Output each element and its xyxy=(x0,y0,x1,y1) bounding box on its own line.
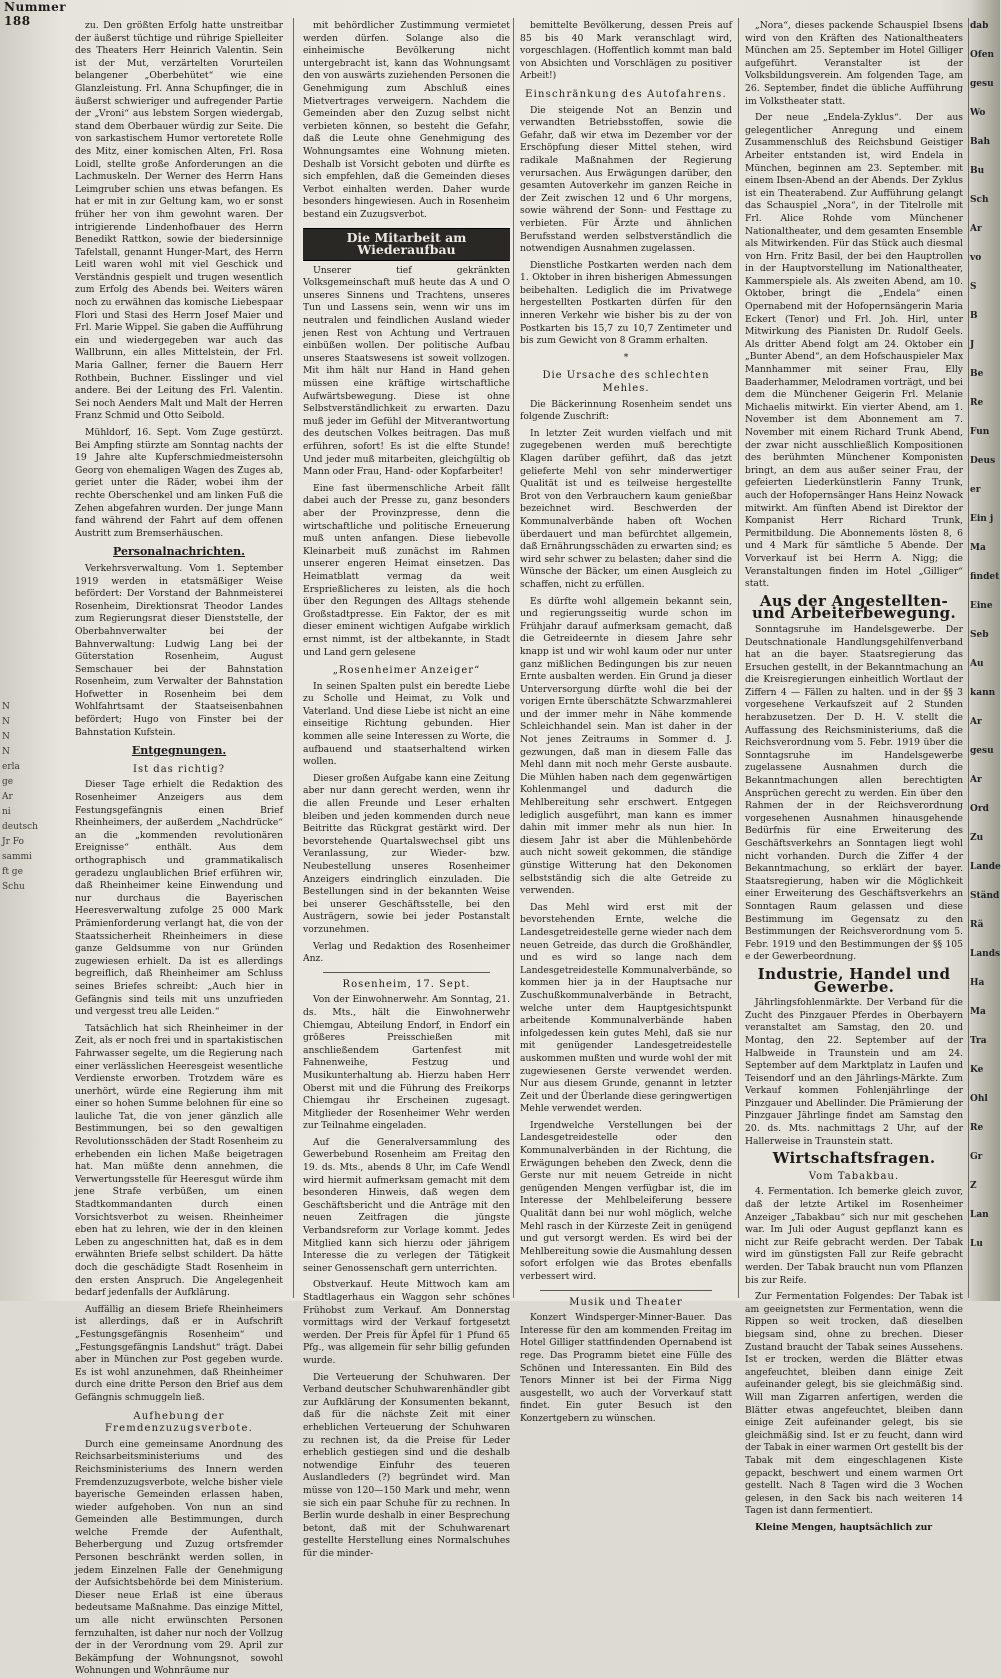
zuzug-continued: mit behördlicher Zustimmung vermietet werden dürfen. Solange also die einheimische Bevölkerung nicht untergebracht ist, kann das Wohnungsamt den von auswärts zuziehenden Personen die Genehmigung zum Abschluß eines Mietvertrages verweigern. Nachdem die Gemeinden aber den Zuzug selbst nicht verbieten können, so besteht die Gefahr, daß die Leute ohne Genehmigung des Wohnungsamtes eine Wohnung mieten. Deshalb ist Vorsicht geboten und dürfte es sich empfehlen, daß die Gemeinden dieses Verbot einhalten werden. Daher wurde besonders hingewiesen. Auch in Rosenheim bestand ein Zuzugsverbot. xyxy=(303,20,510,220)
local-news: Auf die Generalversammlung des Gewerbebund Rosenheim am Freitag den 19. ds. Mts., abends 8 Uhr, im Cafe Wendl wird hiermit aufmerksam gemacht mit dem besonderen Hinweis, daß wegen dem Geschäftsbericht und die Anträge mit den neuen Zeitfragen die jüngste Verbandsreform zur Vorlage kommt. Jedes Mitglied kann sich hierzu oder jährigem Interesse die zu verlegen der Tätigkeit seiner Genossenschaft gern unterrichten. xyxy=(303,1136,510,1274)
margin-fragment: sammi xyxy=(2,852,32,862)
adjacent-page-fragment: Eine xyxy=(970,601,993,611)
aufbau-paragraph: Eine fast übermenschliche Arbeit fällt dabei auch der Presse zu, ganz besonders aber der Provinzpresse, denn die wirtschaftliche und politische Erneuerung muß unten anfangen. Diese liebevolle Kleinarbeit muß zunächst im Rahmen unserer engeren Heimat einsetzen. Das Heimatblatt vermag da weit Ersprießlicheres zu leisten, als die hoch über den Regungen des Alltags stehende Großstadtpresse. Ein Faktor, der es mit dieser eminent wichtigen Aufgabe wirklich ernst nimmt, ist der altbekannte, in Stadt und Land gern gelesene xyxy=(303,482,510,658)
margin-fragment: N xyxy=(2,747,10,757)
margin-fragment: N xyxy=(2,702,10,712)
local-news: Von der Einwohnerwehr. Am Sonntag, 21. ds. Mts., hält die Einwohnerwehr Chiemgau, Abteilung Endorf, in Endorf ein größeres Preisschießen mit anschließendem Gartenfest mit Fahnenweihe, Festzug und Musikunterhaltung ab. Hierzu haben Herr Oberst mit und die Führung des Freikorps Chiemgau ihr Erscheinen zugesagt. Mitglieder der Rosenheimer Wehr werden zur Teilnahme eingeladen. xyxy=(303,994,510,1132)
section-heading-industry: Industrie, Handel und Gewerbe. xyxy=(757,964,951,996)
separator xyxy=(323,972,490,973)
adjacent-page-fragment: Lands xyxy=(970,949,1001,959)
adjacent-page-fragment: Ohl xyxy=(970,1094,988,1104)
margin-fragment: deutsch xyxy=(2,822,38,832)
left-margin xyxy=(0,0,72,1301)
article-heading-mehl: Die Ursache des schlechten Mehles. xyxy=(542,370,710,395)
aufbau-paragraph: In seinen Spalten pulst ein beredte Liebe zu Scholle und Heimat, zu Volk und Vaterland. Und diese Liebe ist nicht an eine einseitige Richtung gebunden. Hier kommen alle seine Interessen zu Worte, die aufbauend und staatserhaltend wirken wollen. xyxy=(303,680,510,768)
column-rule xyxy=(738,18,739,1298)
auto-paragraph: Die steigende Not an Benzin und verwandten Betriebsstoffen, sowie die Gefahr, daß wir etwa im Dezember vor der Erschöpfung dieser Mittel stehen, wird radikale Maßnahmen der Regierung verursachen. Aus Erwägungen darüber, den gesamten Autoverkehr im ganzen Reiche in der Zeit zwischen 12 und 6 Uhr morgens, sowie während der Sonn- und Festtage zu verbieten. Für Ärzte und ähnlichen Berufsstand werden selbstverständlich die notwendigen Ausnahmen zugelassen. xyxy=(520,104,732,255)
adjacent-page-fragment: Ar xyxy=(970,717,982,727)
adjacent-page-fragment: B xyxy=(970,311,978,321)
margin-fragment: Jr Fo xyxy=(2,837,24,847)
reply-paragraph: Tatsächlich hat sich Rheinheimer in der Zeit, als er noch frei und in spartakistischen Fahrwasser segelte, um die Regierung nach einer verlässlichen Heeresgeist wesentliche Verdienste erworben. Trotzdem wäre es unerhört, würde eine Regierung ihm mit einer so hohen Summe belohnen für eine so lauliche Tat, die von jener gänzlich alle Bestimmungen, bei so den gewaltigen Revolutionsschäden der Stadt Rosenheim zu erhebenden ein lichen Maße beigetragen hat. Man müßte denn annehmen, die Verwertungsstelle für Heeresgut würde ihm jene Strafe verbüßen, um einen Stadtkommandanten durch einen Vorsichtsverbot zu weisen. Rheinheimer eben hat zu lehren, wie der in den kleinen Leben zu angeschnitten hat, daß es in dem erwähnten Briefe selbst schildert. Da hätte doch die geschädigte Stadt Rosenheim in den ersten Anspruch. Die Angelegenheit bedarf jedenfalls der Aufklärung. xyxy=(75,1022,283,1299)
adjacent-page-fragment: Ha xyxy=(970,978,985,988)
article-heading-auto: Einschränkung des Autofahrens. xyxy=(525,88,727,100)
adjacent-page-fragment: gesu xyxy=(970,746,994,756)
tabak-paragraph: 4. Fermentation. Ich bemerke gleich zuvor, daß der letzte Artikel im Rosenheimer Anzeiger „Tabakbau“ sich nur mit geschehen war. Im Juli oder August gepflanzt kann es nicht zur Reife gebracht werden. Der Tabak wird im günstigsten Fall zur Reife gebracht werden. Der Tabak braucht nun vom Pflanzen bis zur Reife. xyxy=(745,1186,963,1286)
adjacent-page-fragment: dab xyxy=(970,21,989,31)
column-rule xyxy=(968,18,969,1298)
margin-fragment: ni xyxy=(2,807,11,817)
tabak-paragraph: Kleine Mengen, hauptsächlich zur xyxy=(755,1521,933,1533)
page-number: Nummer 188 xyxy=(4,0,67,28)
adjacent-page-fragment: er xyxy=(970,485,981,495)
adjacent-page-fragment: J xyxy=(970,340,975,350)
adjacent-page-fragment: Ar xyxy=(970,224,982,234)
section-heading-personal: Personalnachrichten. xyxy=(113,545,245,559)
adjacent-page-fragment: vo xyxy=(970,253,982,263)
margin-fragment: erla xyxy=(2,762,20,772)
column-3 xyxy=(520,20,732,1424)
adjacent-page-fragment: Ein j xyxy=(970,514,994,524)
mehl-paragraph: Es dürfte wohl allgemein bekannt sein, und regierungsseitig wurde schon im Frühjahr darauf aufmerksam gemacht, daß die Getreideernte in diesem Jahre sehr knapp ist und wir wohl kaum oder nur unter ganz mißlichen Bedingungen bis zur neuen Ernte ausbalten werden. Ein Grund ja dieser Unterversorgung dürfte wohl die bei der vorigen Ernte überschätzte Schwarzmahlerei und der immer mehr in Nähe kommende Schleichhandel sein. Man ist daher in der Not jenes Zeitraums in Sommer d. J. gezwungen, daß man in diesem Falle das Mehl dann mit noch mehr Gerste ausbaute. Die Mühlen haben nach dem gegenwärtigen Kohlenmangel und dadurch die Mehlbereitung sehr erschwert. Entgegen lediglich ausgeführt, man kann es immer dahin mit immer mehr als nun hier. In diesem Jahr ist aber die Mühlenbehörde auch nicht soweit gekommen, die ständige günstige Witterung hat den Dekonomen selbstständig sich die alte Getreide zu verwenden. xyxy=(520,595,732,897)
mehl-paragraph: In letzter Zeit wurden vielfach und mit zugegebenen werden muß berechtigte Klagen darüber geführt, daß das jetzt gelieferte Mehl von sehr minderwertiger Qualität ist und es teilweise hergestellte Brot von den Verbrauchern kaum genießbar bezeichnet wird. Beschwerden der Kommunalverbände haben oft Wochen überdauert und man befürchtet allgemein, daß Ernährungsschäden zu erwarten sind; es wird sehr schwer zu belasten; daher sind die Wünsche der Bäcker, um einen Ausgleich zu schaffen, nicht zu erfüllen. xyxy=(520,427,732,590)
zuzug-paragraph: Durch eine gemeinsame Anordnung des Reichsarbeitsministeriums und des Reichsministeriums des Innern werden Fremdenzuzugsverbote, welche bisher viele bayerische Gemeinden erlassen haben, wieder aufgehoben. Von nun an sind Gemeinden alle Bestimmungen, durch welche Fremde der Aufenthalt, Beherbergung und Zuzug ortsfremder Personen beschränkt werden sollen, in jedem Einzelnen Falle der Genehmigung der Aufsichtsbehörde bei dem Ministerium. Dieser neue Erlaß ist eine überaus bedeutsame Maßnahme. Das einzige Mittel, um alle nicht erwünschten Personen fernzuhalten, ist daher nur noch der Vollzug der in der Verordnung vom 29. April zur Bekämpfung der Wohnungsnot, sowohl Wohnungen und Wohnräume nur xyxy=(75,1438,283,1677)
article-subtitle: Ist das richtig? xyxy=(133,763,225,775)
adjacent-page-fragment: Sch xyxy=(970,195,989,205)
adjacent-page-fragment: Ma xyxy=(970,543,986,553)
column-rule xyxy=(513,18,514,1298)
local-news: Obstverkauf. Heute Mittwoch kam am Stadtlagerhaus ein Waggon sehr schönes Frühobst zum Verkauf. Am Donnerstag vormittags wird der Verkauf fortgesetzt werden. Der Preis für Äpfel für 1 Pfund 65 Pfg., was allgemein für sehr billig gefunden wurde. xyxy=(303,1279,510,1366)
adjacent-page-fragment: Au xyxy=(970,659,984,669)
adjacent-page-fragment: Bu xyxy=(970,166,985,176)
adjacent-page-fragment: findet xyxy=(970,572,1000,582)
theater-nora: „Nora“, dieses packende Schauspiel Ibsens wird von den Kräften des Nationaltheaters München am 25. September im Hotel Gilliger aufgeführt. Veranstalter ist der Volksbildungsverein. Am folgenden Tage, am 26. September, findet die übliche Aufführung im Volkstheater statt. xyxy=(745,20,963,107)
adjacent-page-fragment: Re xyxy=(970,1123,984,1133)
adjacent-page-fragment: Seb xyxy=(970,630,989,640)
margin-fragment: N xyxy=(2,732,10,742)
adjacent-page-fragment: Lan xyxy=(970,1210,989,1220)
adjacent-page-fragment: Rä xyxy=(970,920,984,930)
column-2 xyxy=(303,20,510,1559)
tabak-paragraph: Zur Fermentation Folgendes: Der Tabak ist am geeignetsten zur Fermentation, wenn die Rippen so weit trocken, daß dieselben biegsam sind, ohne zu brechen. Dieser Zustand braucht der Tabak seines Aussehens. Ist er trocken, werden die Blätter etwas angefeuchtet, bleiben dann einige Zeit aufeinander gelegt, bis sie gleichmäßig sind. Will man Zigarren anfertigen, werden die Blätter etwas angefeuchtet, bleiben dann einige Zeit aufeinander gelegt, bis sie gleichmäßig sind. Ist er zu feucht, dann wird der Tabak in einer warmen Ort gestellt bis der Tabak mit dem eingeschlagenen Kiste gepackt, beschwert und einem warmen Ort gestellt. Nach 8 Tagen wird die 3 Wochen gelesen, in den Sack bis nach weiteren 14 Tagen ist dann fermentiert. xyxy=(745,1291,963,1517)
adjacent-page-fragment: Ma xyxy=(970,1007,986,1017)
aufbau-paragraph: Dieser großen Aufgabe kann eine Zeitung aber nur dann gerecht werden, wenn ihr die allen Freunde und Leser erhalten bleiben und jeden kommenden durch neue Beitritte das Rückgrat gestärkt wird. Der bevorstehende Quartalswechsel gibt uns Veranlassung, zur Wieder- bzw. Neubestellung unseres Rosenheimer Anzeigers eindringlich einzuladen. Die Bestellungen sind in der bekannten Weise bei unserer Geschäftsstelle, bei den Austrägern, sowie bei jeder Postanstalt vorzunehmen. xyxy=(303,772,510,935)
workers-paragraph: Sonntagsruhe im Handelsgewerbe. Der Deutschnationale Handlungsgehilfenverband hat an die bayer. Staatsregierung das Ersuchen gestellt, in der Bekanntmachung an die Kreisregierungen einheitlich Wortlaut der Ziffern 4 — Fällen zu halten. und in der §§ 3 vorgesehene Verkaufszeit auf 2 Stunden herabzusetzen. Der D. H. V. stellt die Auffassung des Reichsministeriums, daß die Reichsverordnung vom 5. Febr. 1919 über die Sonntagsruhe im Handelsgewerbe zugelassene Ausnahmen durch die Bekanntmachungen allen berechtigten Ansprüchen gerecht zu werden. Ein über den Rahmen der in der Reichsverordnung vorgesehenen Ausnahmen hinausgehende Bedürfnis für eine Erweiterung des Geschäftsverkehrs an Sonntagen liegt wohl nicht vorhanden. Durch die Ziffer 4 der Bekanntmachung, so erklärt der bayer. Staatsregierung, haben wir die Möglichkeit einer Erweiterung des Geschäftsverkehrs an Sonntagen Raum gelassen und diese Bestimmung im Gegensatz zu den Bestimmungen der Reichsverordnung vom 5. Febr. 1919 und den Bestimmungen der §§ 105 e der Gewerbeordnung. xyxy=(745,623,963,963)
adjacent-page-fragment: Zu xyxy=(970,833,984,843)
star-separator: * xyxy=(623,351,629,363)
adjacent-page-fragment: Tra xyxy=(970,1036,987,1046)
aufbau-paragraph: Unserer tief gekränkten Volksgemeinschaft muß heute das A und O unseres Sinnens und Trachtens, unseres Tun und Lassens sein, wenn wir uns im neutralen und feindlichen Ausland wieder jenen Rest von Achtung und Vertrauen einbüßen wollen. Der politische Aufbau unseres Staatswesens ist soweit vollzogen. Mit ihm hält nur Hand in Hand gehen müssen eine kräftige wirtschaftliche Aufwärtsbewegung. Diese ist ohne Selbstverständlichkeit zu erwarten. Dazu muß jeder im Gefühl der Mitverantwortung des deutschen Volkes beitragen. Das muß erführen, sofort! Es ist die elfte Stunde! Und jeder muß mitarbeiten, gleichgültig ob Mann oder Frau, Hand- oder Kopfarbeiter! xyxy=(303,264,510,478)
dateline: Rosenheim, 17. Sept. xyxy=(342,978,471,990)
shoe-continued: bemittelte Bevölkerung, dessen Preis auf 85 bis 40 Mark veranschlagt wird, vorgeschlagen. (Hoffentlich kommt man bald von Absichten und Vorschlägen zu positiver Arbeit!) xyxy=(520,20,732,82)
margin-fragment: ft ge xyxy=(2,867,23,877)
mehl-paragraph: Irgendwelche Verstellungen bei der Landesgetreidestelle oder den Kommunalverbänden in der Richtung, die Erwägungen beheben den Zweck, denn die Gerste nur mit neuem Getreide in nicht genügenden Mengen verfügbar ist, die im Interesse der Mehlbeleiferung bessere Qualität dann bei nur wohl möglich, welche Mehl rasch in der Kürzeste Zeit in genügend und gut versorgt werden. Es wird bei der Mehlbereitung sowie die Ausmahlung dessen sofort erfolgen wie das Brotes ebenfalls verbessert wird. xyxy=(520,1119,732,1282)
section-heading-replies: Entgegnungen. xyxy=(131,744,227,758)
section-heading-economy: Wirtschaftsfragen. xyxy=(772,1149,936,1168)
adjacent-page-fragment: Be xyxy=(970,369,984,379)
adjacent-page-fragment: Bah xyxy=(970,137,990,147)
article-heading-zuzug: Aufhebung der Fremdenzuzugsverbote. xyxy=(105,1410,253,1435)
column-1 xyxy=(75,20,283,1677)
section-heading-workers: Aus der Angestellten- und Arbeiterbewegung. xyxy=(752,591,956,623)
margin-fragment: ge xyxy=(2,777,14,787)
theater-review: zu. Den größten Erfolg hatte unstreitbar der äußerst tüchtige und rührige Spielleiter des Theaters Herr Heinrich Valentin. Sein ist der Mut, verzärtelten Vorurteilen belangener „Oberbehütet“ wie eine Glanzleistung. Frl. Anna Schupfinger, die in äußerst schwieriger und aufregender Partie der „Vroni“ aus lebstem Sorgen wiedergab, stand dem Oberbauer würdig zur Seite. Die von sarkastischem Humor vertoretete Rolle des Mitz, einer komischen Alten, Frl. Rosa Loidl, stellte große Anforderungen an die Lachmuskeln. Der Werner des Herrn Hans Leimgruber schien uns etwas befangen. Es hat er mit in zur Geltung kam, wo er sonst früher her von ihm gewohnt waren. Der intrigierende Lindenhofbauer des Herrn Benedikt Rattkon, sowie der biedersinnige Tafelstall, genannt Hunger-Mart, des Herrn Leitl waren wohl mit viel Geschick und Verständnis gespielt und trugen wesentlich zum Erfolg des Abends bei. Weiters wären noch zu erwähnen das komische Liebespaar Flori und Stasi des Herrn Josef Maier und Frl. Marie Wippel. Sie gaben die Aufführung ein und wiedergegeben war auch das Wallbrunn, ein alles Mittelstein, der Frl. Maria Gallner, ferner die Bauern Herr Rothbein, Buchner. Eisslinger und viel andere. Bei der Leitung des Frl. Valentin. Sei noch Aenders Malt und Malt der Herren Franz Schmid und Otto Seibold. xyxy=(75,20,283,422)
adjacent-page-fragment: kann xyxy=(970,688,996,698)
adjacent-page-fragment: Lande xyxy=(970,862,1001,872)
column-4 xyxy=(745,20,963,1533)
adjacent-page-fragment: S xyxy=(970,282,977,292)
endela-cycle: Der neue „Endela-Zyklus“. Der aus gelegentlicher Anregung und einem Zusammenschluß des Reichsbund Geistiger Arbeiter entstanden ist, wird Endela in München, beginnen am 23. September. mit einem Ibsen-Abend an der Abends. Der Zyklus ist ein Theaterabend. Zur Aufführung gelangt das Schauspiel „Nora“, in der Titelrolle mit Frl. Alice Rohde vom Münchener Nationaltheater, und dem gesamten Ensemble als Mitwirkenden. Für das Stück auch diesmal von Hrn. Fritz Basil, der bei den Hauptrollen in der Hauptvorstellung im Nationaltheater, Kammerspiele als. Als zweiten Abend, am 10. Oktober, bringt die „Endela“ einen Opernabend mit der Hofopernsängerin Maria Eckert (Tenor) und Frl. Joh. Hirl, unter Mitwirkung des Pianisten Dr. Rudolf Geels. Als dritter Abend folgt am 24. Oktober ein „Bunter Abend“, an dem Hofschauspieler Max Mannhammer mit seiner Frau, Elly Baaderhammer, Melodramen vorträgt, und bei dem die Münchener Geigerin Frl. Melanie Michaelis mitwirkt. Ein vierter Abend, am 1. November ist dem Abonnement am 7. November mit einem Richard Trunk Abend, der zwar nicht ausschließlich Kompositionen des berühmten Münchener Komponisten bringt, an dem aus außer seiner Frau, der gefeierten Liederkünstlerin Fanny Trunk, auch der Hofopernsänger Hans Heinz Nowack mitwirkt. Am fünften Abend ist Direktor der Kompanist Herr Richard Trunk, Permitbildung. Die Abonnements lösten 8, 6 und 4 Mark für sämtliche 5 Abende. Der Vorverkauf ist bei Herrn A. Nigg; die Veranstaltungen finden im Hotel „Gilliger“ statt. xyxy=(745,112,963,590)
margin-fragment: Schu xyxy=(2,882,25,892)
adjacent-page-fragment: Ar xyxy=(970,775,982,785)
concert-paragraph: Konzert Windsperger-Minner-Bauer. Das Interesse für den am kommenden Freitag im Hotel Gilliger stattfindenden Opernabend ist rege. Das Programm bietet eine Fülle des Schönen und Interessanten. Ein Bild des Tenors Minner ist bei der Firma Nigg ausgestellt, wo auch der Vorverkauf statt findet. Ein guter Besuch ist den Konzertgebern zu wünschen. xyxy=(520,1312,732,1424)
industry-paragraph: Jährlingsfohlenmärkte. Der Verband für die Zucht des Pinzgauer Pferdes in Oberbayern veranstaltet am Samstag, den 20. und Montag, den 22. September auf der Halbweide in Traunstein und am 24. September auf dem Marktplatz in Laufen und Teisendorf und an den Jährlings-Märkte. Zum Verkauf kommen Fohlenjährlinge der Pinzgauer und Abellinder. Die Prämierung der Pinzgauer Jährlinge findet am Samstag den 20. ds. Mts. nachmittags 2 Uhr, auf der Hallerweise in Traunstein statt. xyxy=(745,997,963,1147)
right-margin-ads xyxy=(970,0,1000,1301)
muehldorf-news: Mühldorf, 16. Sept. Vom Zuge gestürzt. Bei Ampfing stürzte am Sonntag nachts der 19 Jahre alte Kupferschmiedmeistersohn Georg von ehemaligen Wagen des Zuges ab, geriet unter die Räder, wobei ihm der rechte Oberschenkel und am linken Fuß die Zehen abgefahren wurden. Der junge Mann fand während der Fahrt auf dem offenen Austritt zum Bremserhäuschen. xyxy=(75,427,283,539)
publisher-signature: Verlag und Redaktion des Rosenheimer Anz. xyxy=(303,940,510,965)
postcard-paragraph: Dienstliche Postkarten werden nach dem 1. Oktober in ihren bisherigen Abmessungen beibehalten. Lediglich die im Privatwege hergestellten Postkarten dürfen für den inneren Verkehr wie bisher bis zu der von Postkarten bis 15,7 zu 10,7 Zentimeter und bis zum Gewicht von 8 Gramm erhalten. xyxy=(520,259,732,347)
adjacent-page-fragment: Ständ xyxy=(970,891,1000,901)
section-heading-music: Musik und Theater xyxy=(569,1296,683,1308)
column-rule xyxy=(293,18,294,1298)
adjacent-page-fragment: Wo xyxy=(970,108,986,118)
mehl-paragraph: Das Mehl wird erst mit der bevorstehenden Ernte, welche die Landesgetreidestelle gerne wieder nach dem neuen Getreide, das durch die Großhändler, und es wird so lange nach dem Landesgetreidestelle Kommunalverbände, so kommen hier ja in der Hauptsache nur Zuschußkommunalverbände in Betracht, welche unter dem Hauptgesichtspunkt arbeitende Kommunalverbände haben infolgedessen kein gutes Mehl, daß sie nur mit genügender Landesgetreidestelle auskommen mußten und wurde wohl der mit zugewiesenen Gerste verwendet werden. Nur aus diesem Grunde, genannt in letzter Zeit und der Überlande diese geringwertigen Mehle verwendet werden. xyxy=(520,901,732,1115)
margin-fragment: Ar xyxy=(2,792,13,802)
adjacent-page-fragment: Deus xyxy=(970,456,996,466)
adjacent-page-fragment: Ke xyxy=(970,1065,984,1075)
article-heading-tabak: Vom Tabakbau. xyxy=(808,1170,900,1182)
adjacent-page-fragment: Lu xyxy=(970,1239,983,1249)
personnel-news: Verkehrsverwaltung. Vom 1. September 1919 werden in etatsmäßiger Weise befördert: Der Vorstand der Bahnmeisterei Rosenheim, Direktionsrat Theodor Landes zum Regierungsrat dieser Dienststelle, der Oberbahnverwalter bei der Bahnverwaltung: Ludwig Lang bei der Güterstation Rosenheim, August Semschauer bei der Bahnstation Rosenheim, zum Verwalter der Bahnstation Hofwetter in Rosenheim bei dem Wohlfahrtsamt der Staatseisenbahnen befördert; Hugo von Finster bei der Bahnstation Kufstein. xyxy=(75,562,283,738)
mehl-paragraph: Die Bäckerinnung Rosenheim sendet uns folgende Zuschrift: xyxy=(520,398,732,423)
adjacent-page-fragment: Gr xyxy=(970,1152,983,1162)
margin-fragment: N xyxy=(2,717,10,727)
adjacent-page-fragment: Ofen xyxy=(970,50,994,60)
adjacent-page-fragment: gesu xyxy=(970,79,994,89)
reply-paragraph: Dieser Tage erhielt die Redaktion des Rosenheimer Anzeigers aus dem Festungsgefängnis einen Brief Rheinheimers, der außerdem „Nachdrücke“ an die „kommenden revolutionären Ereignisse“ enthält. Aus dem orthographisch und grammatikalisch geradezu unglaublichen Brief erführen wir, daß Rheinheimer keine Einwendung und nur durchaus die Bayerischen Heeresverwaltung zufolge 25 000 Mark Prämienforderung verlangt hat, die von der Staatssicherheit Rheinheimers in diese ganze Geldsumme von nur Gründen zugewiesen erhielt. Da ist es allerdings begreiflich, daß Rheinheimer am Schluss seines Briefes schreibt: „Auch hier in Gefängnis sind teils mit uns unzufrieden und vergesst treu alle Leiden.“ xyxy=(75,779,283,1018)
margin-fragments xyxy=(2,700,62,895)
local-news: Die Verteuerung der Schuhwaren. Der Verband deutscher Schuhwarenhändler gibt zur Aufklärung der Konsumenten bekannt, daß für die nächste Zeit mit einer erheblichen Verteuerung der Schuhwaren zu rechnen ist, da die Preise für Leder erheblich gestiegen sind und die deshalb notwendige Einfuhr des teueren Auslandleders (?) begründet wird. Man müsse von 120—150 Mark und mehr, wenn sie sich ein paar Schuhe für zu rechnen. In Berlin wurde deshalb in einer Besprechung betont, daß mit der Schuhwarenart gestellte Herstellung eines Normalschuhes für die minder- xyxy=(303,1371,510,1559)
separator xyxy=(540,1290,712,1291)
headline-wiederaufbau: Die Mitarbeit am Wiederaufbau xyxy=(303,228,510,261)
newspaper-name: „Rosenheimer Anzeiger“ xyxy=(332,665,481,677)
adjacent-page-fragment: Fun xyxy=(970,427,990,437)
reply-paragraph: Auffällig an diesem Briefe Rheinheimers ist allerdings, daß er in Aufschrift „Festungsgefängnis Rosenheim“ und „Festungsgefängnis Landshut“ trägt. Dabei aber in München zur Post gegeben wurde. Es ist wohl anzunehmen, daß Rheinheimer durch eine dritte Person den Brief aus dem Gefängnis schmuggeln ließ. xyxy=(75,1303,283,1403)
adjacent-page-fragment: Z xyxy=(970,1181,977,1191)
adjacent-page-fragment: Re xyxy=(970,398,984,408)
adjacent-page-fragment: Ord xyxy=(970,804,989,814)
